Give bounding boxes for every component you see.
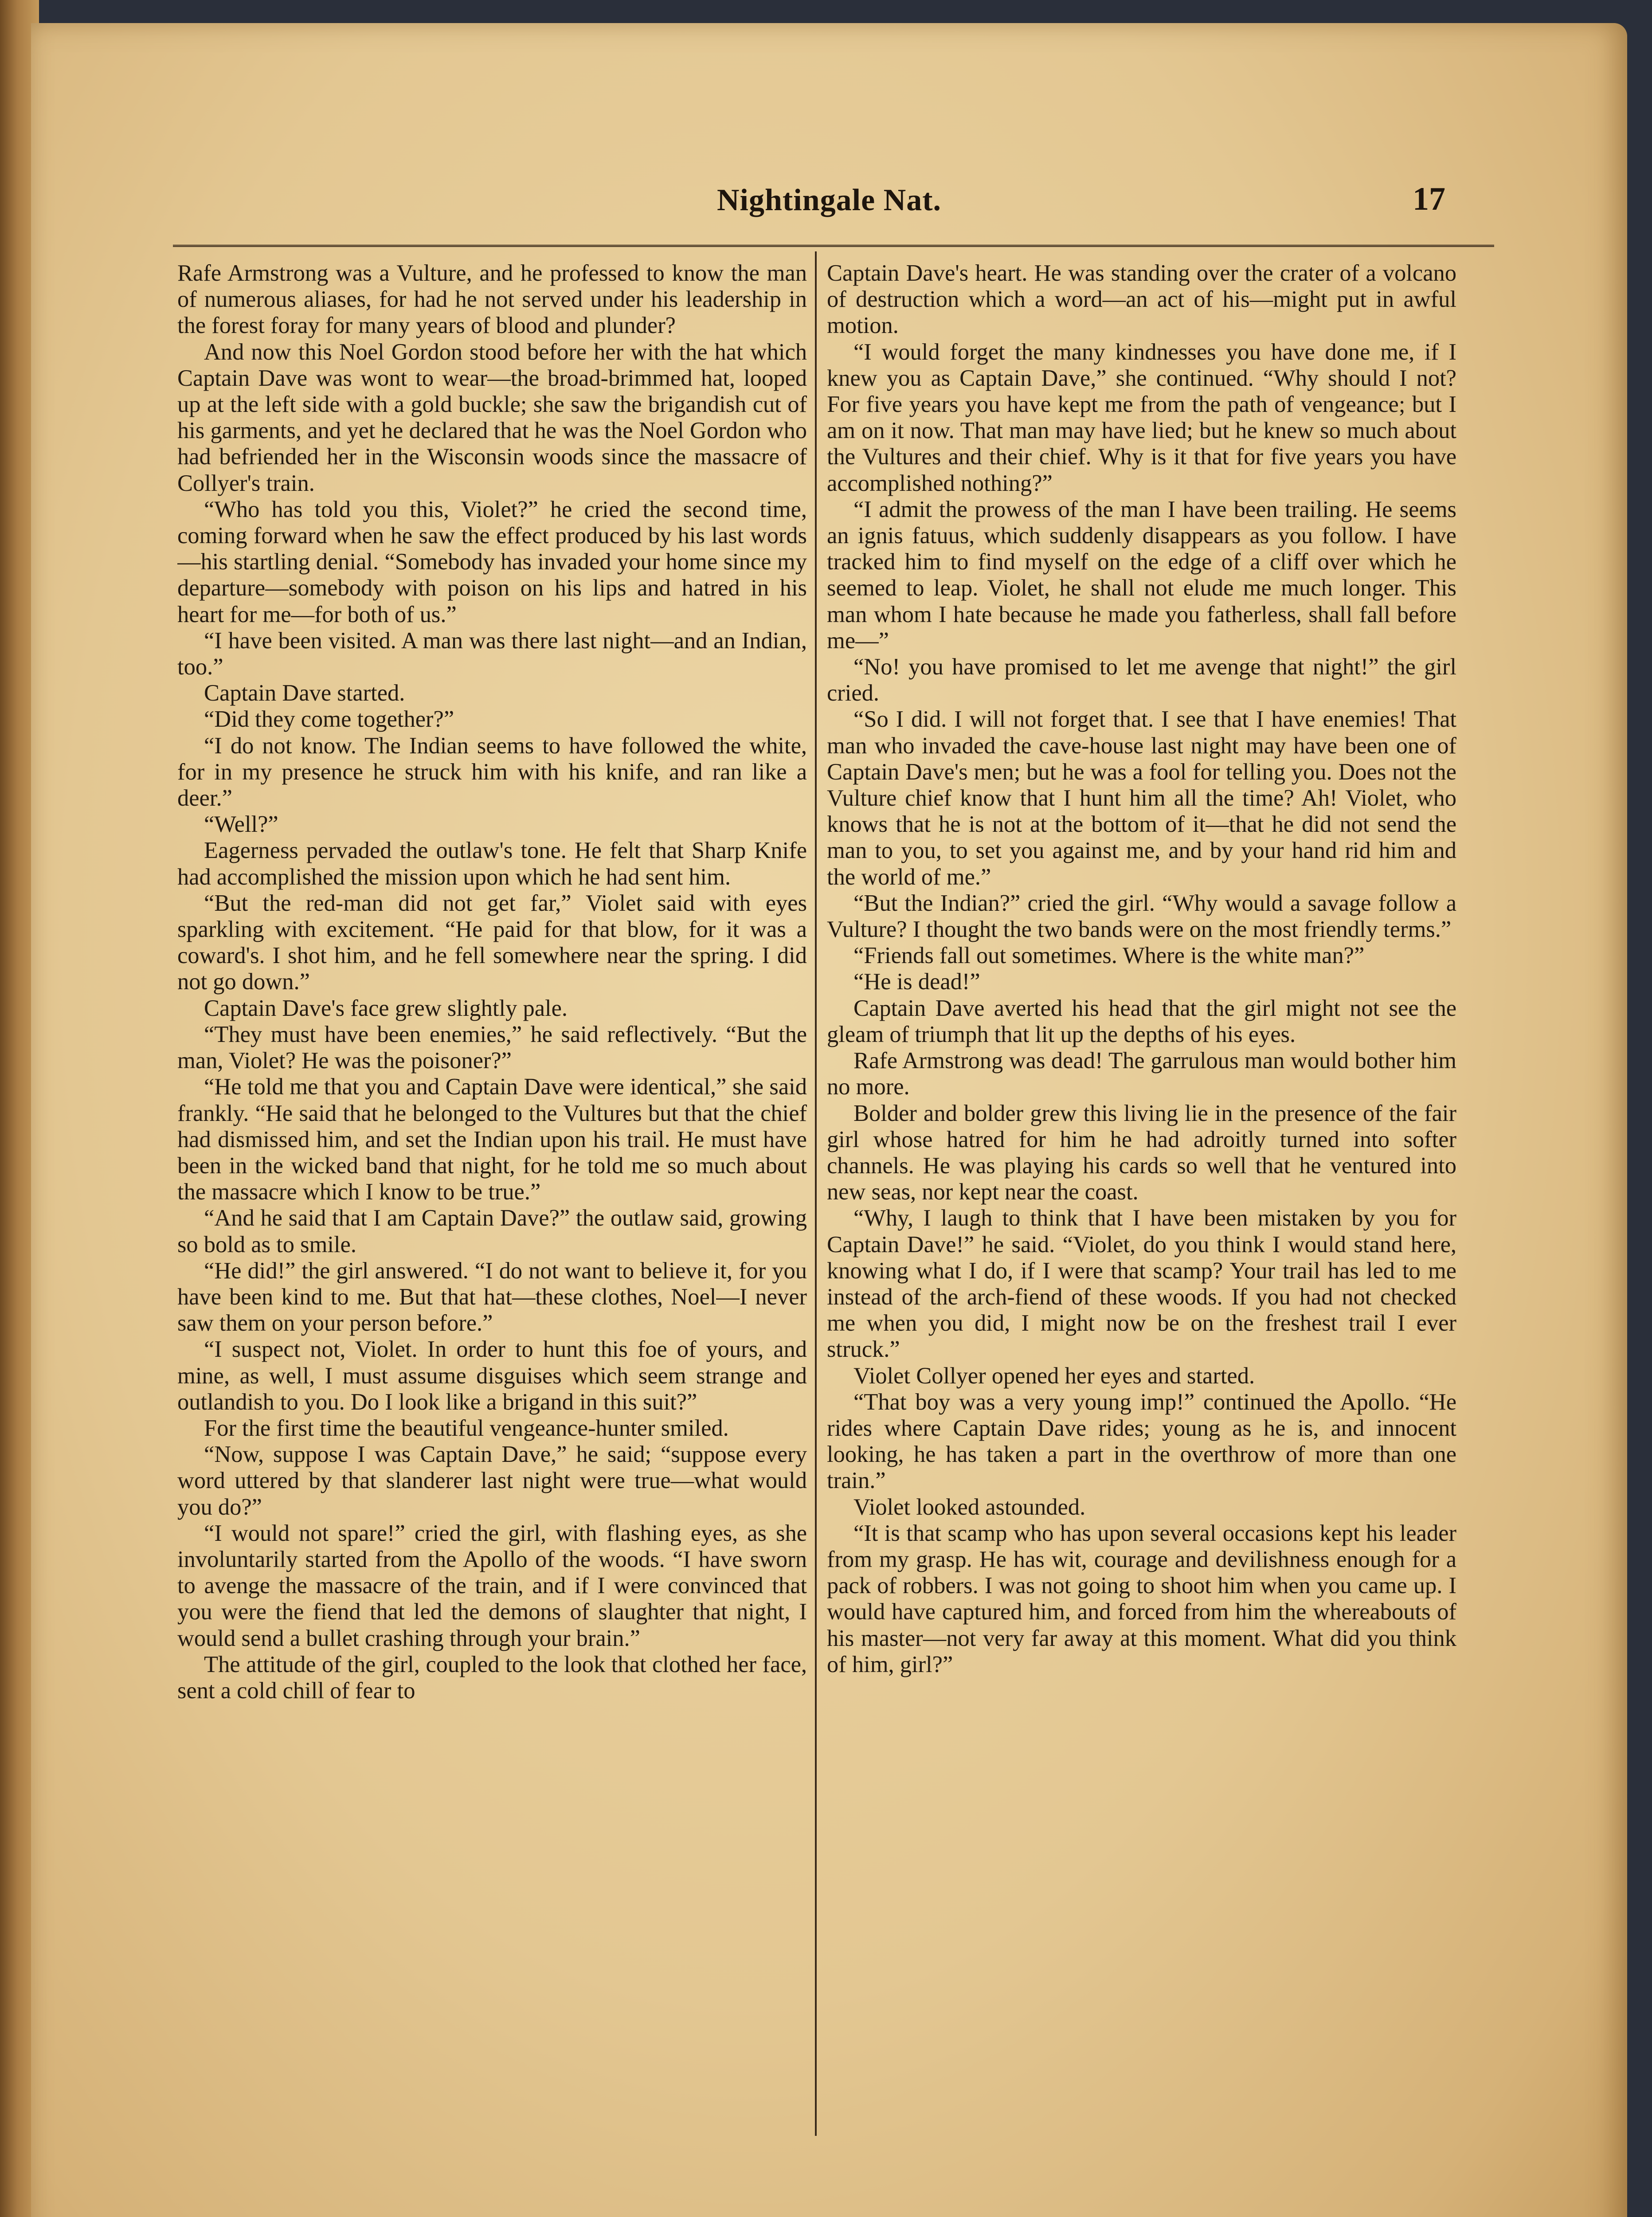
paragraph: “I admit the prowess of the man I have been trailing. He seems an ignis fatuus, which suddenly disappears as you follow. I have tracked him to find myself on the edge of a cliff over which he seemed to leap. Violet, he shall not elude me much longer. This man whom I hate because he made you fatherless, shall fall before me—” bbox=[827, 496, 1456, 654]
paragraph: And now this Noel Gordon stood before her with the hat which Captain Dave was wont to wear—the broad-brimmed hat, looped up at the left side with a gold buckle; she saw the brigandish cut of his garments, and yet he declared that he was the Noel Gordon who had befriended her in the Wisconsin woods since the massacre of Collyer's train. bbox=[177, 339, 807, 496]
paragraph: Captain Dave averted his head that the girl might not see the gleam of triumph that lit up the depths of his eyes. bbox=[827, 995, 1456, 1047]
book-page bbox=[31, 23, 1627, 2217]
paragraph: “No! you have promised to let me avenge that night!” the girl cried. bbox=[827, 654, 1456, 706]
running-title: Nightingale Nat. bbox=[717, 183, 941, 217]
paragraph: Bolder and bolder grew this living lie in the presence of the fair girl whose hatred for him he had adroitly turned into softer channels. He was playing his cards so well that he ventured into new seas, nor kept near the coast. bbox=[827, 1100, 1456, 1205]
paragraph: “That boy was a very young imp!” continued the Apollo. “He rides where Captain Dave rides; young as he is, and innocent looking, he has taken a part in the overthrow of more than one train.” bbox=[827, 1389, 1456, 1494]
paragraph: Eagerness pervaded the outlaw's tone. He felt that Sharp Knife had accomplished the mission upon which he had sent him. bbox=[177, 838, 807, 890]
paragraph: Rafe Armstrong was a Vulture, and he professed to know the man of numerous aliases, for had he not served under his leadership in the forest foray for many years of blood and plunder? bbox=[177, 260, 807, 339]
paragraph: “He told me that you and Captain Dave were identical,” she said frankly. “He said that he belonged to the Vultures but that the chief had dismissed him, and set the Indian upon his trail. He must have been in the wicked band that night, for he told me so much about the massacre which I know to be true.” bbox=[177, 1074, 807, 1205]
paragraph: “Well?” bbox=[204, 811, 278, 838]
paragraph: “I would not spare!” cried the girl, with flashing eyes, as she involuntarily started from the Apollo of the woods. “I have sworn to avenge the massacre of the train, and if I were convinced that you were the fiend that led the demons of slaughter that night, I would send a bullet crashing through your brain.” bbox=[177, 1520, 807, 1651]
text-column-left bbox=[177, 260, 807, 2140]
paragraph: “I suspect not, Violet. In order to hunt this foe of yours, and mine, as well, I must assume disguises which seem strange and outlandish to you. Do I look like a brigand in this suit?” bbox=[177, 1336, 807, 1415]
paragraph: “And he said that I am Captain Dave?” the outlaw said, growing so bold as to smile. bbox=[177, 1205, 807, 1257]
paragraph: Violet Collyer opened her eyes and started. bbox=[853, 1363, 1255, 1389]
paragraph: “Who has told you this, Violet?” he cried the second time, coming forward when he saw the effect produced by his last words—his startling denial. “Somebody has invaded your home since my departure—somebody with poison on his lips and hatred in his heart for me—for both of us.” bbox=[177, 496, 807, 627]
paragraph: Captain Dave's face grew slightly pale. bbox=[204, 995, 568, 1021]
paragraph: “So I did. I will not forget that. I see that I have enemies! That man who invaded the cave-house last night may have been one of Captain Dave's men; but he was a fool for telling you. Does not the Vulture chief know that I hunt him all the time? Ah! Violet, who knows that he is not at the bottom of it—that he did not send the man to you, to set you against me, and by your hand rid him and the world of me.” bbox=[827, 706, 1456, 890]
paragraph: “But the Indian?” cried the girl. “Why would a savage follow a Vulture? I thought the two bands were on the most friendly terms.” bbox=[827, 890, 1456, 943]
paragraph: “Did they come together?” bbox=[204, 706, 454, 732]
paragraph: Violet looked astounded. bbox=[853, 1494, 1086, 1520]
page-header bbox=[31, 165, 1627, 227]
paragraph: “Now, suppose I was Captain Dave,” he said; “suppose every word uttered by that slanderer last night were true—what would you do?” bbox=[177, 1441, 807, 1520]
column-divider bbox=[815, 251, 817, 2136]
paragraph: “But the red-man did not get far,” Violet said with eyes sparkling with excitement. “He paid for that blow, for it was a coward's. I shot him, and he fell somewhere near the spring. I did not go down.” bbox=[177, 890, 807, 995]
paragraph: “I would forget the many kindnesses you have done me, if I knew you as Captain Dave,” she continued. “Why should I not? For five years you have kept me from the path of vengeance; but I am on it now. That man may have lied; but he knew so much about the Vultures and their chief. Why is it that for five years you have accomplished nothing?” bbox=[827, 339, 1456, 496]
paragraph: “It is that scamp who has upon several occasions kept his leader from my grasp. He has wit, courage and devilishness enough for a pack of robbers. I was not going to shoot him when you came up. I would have captured him, and forced from him the whereabouts of his master—not very far away at this moment. What did you think of him, girl?” bbox=[827, 1520, 1456, 1677]
paragraph: “Friends fall out sometimes. Where is the white man?” bbox=[853, 943, 1365, 969]
page-number: 17 bbox=[1413, 181, 1445, 217]
paragraph: For the first time the beautiful vengeance-hunter smiled. bbox=[204, 1415, 729, 1441]
text-column-right bbox=[827, 260, 1456, 2140]
paragraph: The attitude of the girl, coupled to the look that clothed her face, sent a cold chill of fear to bbox=[177, 1651, 807, 1704]
paragraph: Captain Dave's heart. He was standing over the crater of a volcano of destruction which a word—an act of his—might put in awful motion. bbox=[827, 260, 1456, 339]
paragraph: Rafe Armstrong was dead! The garrulous man would bother him no more. bbox=[827, 1048, 1456, 1100]
paragraph: “I do not know. The Indian seems to have followed the white, for in my presence he struck him with his knife, and ran like a deer.” bbox=[177, 732, 807, 811]
paragraph: “I have been visited. A man was there last night—and an Indian, too.” bbox=[177, 627, 807, 680]
paragraph: “He is dead!” bbox=[853, 969, 980, 995]
paragraph: “Why, I laugh to think that I have been mistaken by you for Captain Dave!” he said. “Violet, do you think I would stand here, knowing what I do, if I were that scamp? Your trail has led to me instead of the arch-fiend of these woods. If you had not checked me when you did, I might now be on the freshest trail I ever struck.” bbox=[827, 1205, 1456, 1363]
paragraph: “He did!” the girl answered. “I do not want to believe it, for you have been kind to me. But that hat—these clothes, Noel—I never saw them on your person before.” bbox=[177, 1257, 807, 1336]
paragraph: “They must have been enemies,” he said reflectively. “But the man, Violet? He was the poisoner?” bbox=[177, 1021, 807, 1074]
paragraph: Captain Dave started. bbox=[204, 680, 405, 706]
header-rule bbox=[173, 245, 1494, 247]
